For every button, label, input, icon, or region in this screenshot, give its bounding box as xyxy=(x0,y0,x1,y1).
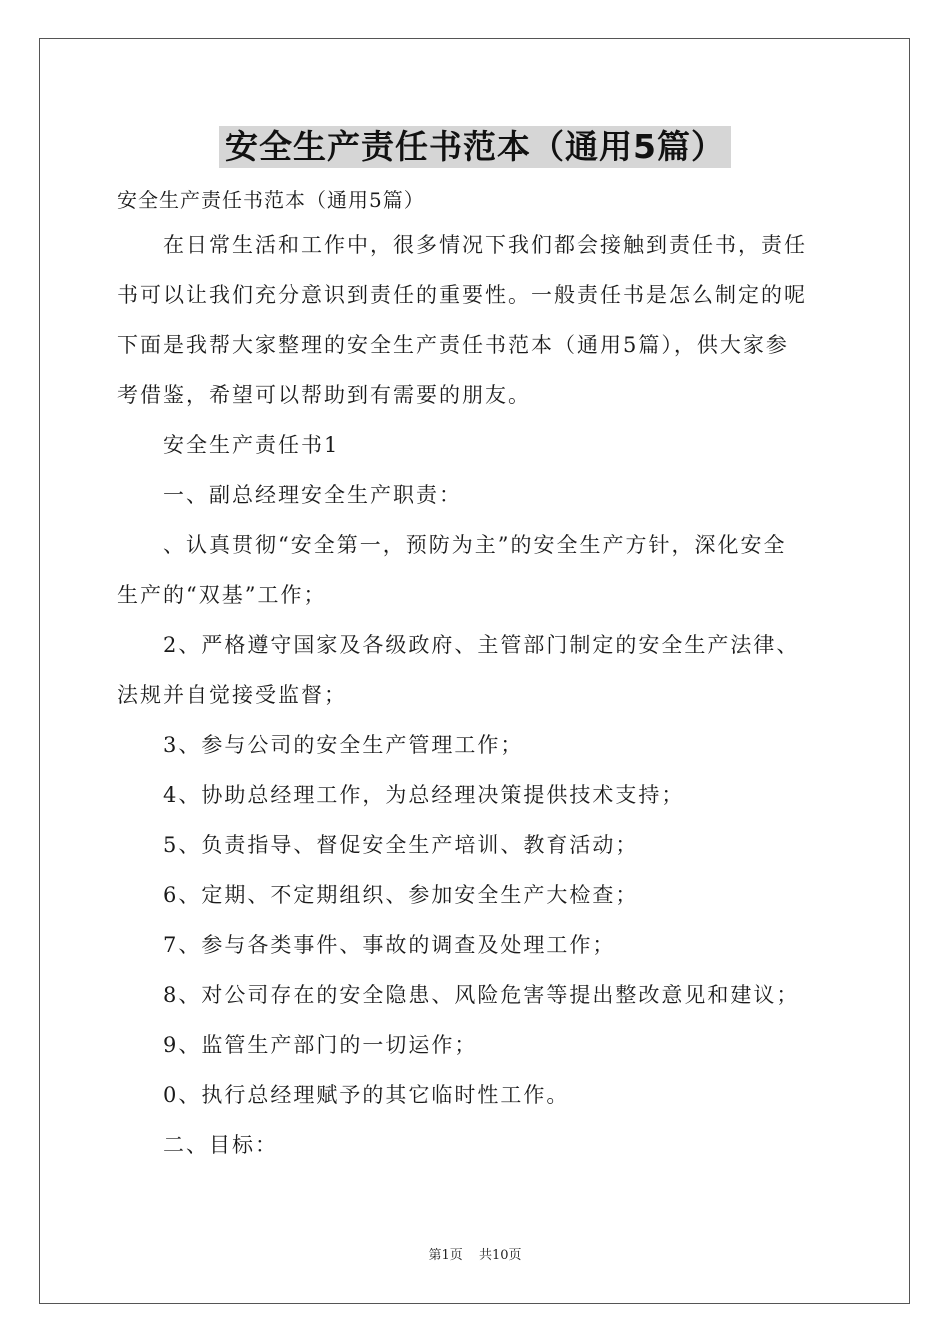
document-subtitle: 安全生产责任书范本（通用5篇） xyxy=(117,188,425,212)
list-item-continuation: 生产的“双基”工作； xyxy=(117,583,327,607)
list-item: 8、对公司存在的安全隐患、风险危害等提出整改意见和建议； xyxy=(163,983,800,1007)
list-item: 2、严格遵守国家及各级政府、主管部门制定的安全生产法律、 xyxy=(163,633,800,657)
section-heading: 安全生产责任书1 xyxy=(163,433,340,457)
section-heading: 一、副总经理安全生产职责： xyxy=(163,483,462,507)
document-title: 安全生产责任书范本（通用5篇） xyxy=(219,126,731,168)
list-item: 9、监管生产部门的一切运作； xyxy=(163,1033,478,1057)
page-number: 第1页 xyxy=(428,1248,463,1263)
list-item: 5、负责指导、督促安全生产培训、教育活动； xyxy=(163,833,639,857)
list-item: 6、定期、不定期组织、参加安全生产大检查； xyxy=(163,883,639,907)
paragraph-line: 下面是我帮大家整理的安全生产责任书范本（通用5篇），供大家参 xyxy=(117,333,789,357)
list-item: 3、参与公司的安全生产管理工作； xyxy=(163,733,524,757)
list-item: 4、协助总经理工作，为总经理决策提供技术支持； xyxy=(163,783,685,807)
list-item: 、认真贯彻“安全第一，预防为主”的安全生产方针，深化安全 xyxy=(163,533,787,557)
section-heading: 二、目标： xyxy=(163,1133,278,1157)
paragraph-line: 考借鉴，希望可以帮助到有需要的朋友。 xyxy=(117,383,531,407)
title-container xyxy=(0,126,950,168)
list-item-continuation: 法规并自觉接受监督； xyxy=(117,683,347,707)
total-pages: 共10页 xyxy=(478,1248,522,1263)
paragraph-line: 在日常生活和工作中，很多情况下我们都会接触到责任书，责任 xyxy=(163,233,807,257)
list-item: 0、执行总经理赋予的其它临时性工作。 xyxy=(163,1083,570,1107)
paragraph-line: 书可以让我们充分意识到责任的重要性。一般责任书是怎么制定的呢 xyxy=(117,283,807,307)
list-item: 7、参与各类事件、事故的调查及处理工作； xyxy=(163,933,616,957)
document-body xyxy=(117,180,833,1170)
page-footer xyxy=(0,1244,950,1263)
